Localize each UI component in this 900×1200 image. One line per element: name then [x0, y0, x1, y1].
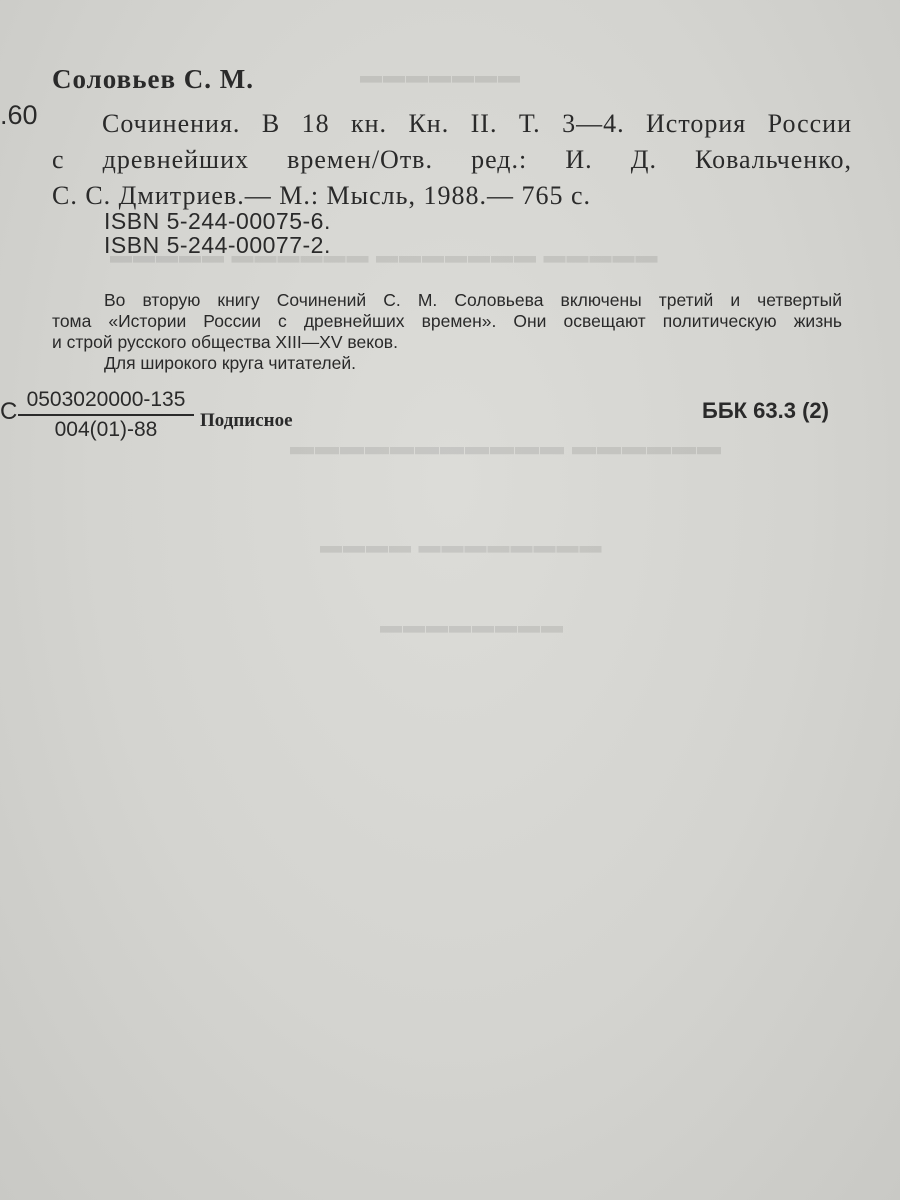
isbn-line: ISBN 5-244-00075-6.: [104, 208, 331, 234]
author-heading: Соловьев С. М.: [52, 64, 255, 94]
annotation-line: Для широкого круга читателей.: [104, 353, 357, 373]
bleed-through-decoration: ▬▬▬▬▬ ▬▬▬▬▬▬ ▬▬▬▬▬▬▬ ▬▬▬▬▬: [110, 251, 659, 276]
bbk-code: ББК 63.3 (2): [702, 398, 829, 423]
title-line: с древнейших времен/Отв. ред.: И. Д. Ковальченко,: [52, 145, 852, 174]
isbn-line: ISBN 5-244-00077-2.: [104, 232, 331, 258]
code-prefix: С: [0, 398, 18, 425]
annotation-line: и строй русского общества XIII—XV веков.: [52, 332, 398, 352]
annotation-line: тома «Истории России с древнейших времен». Они освещают политическую жизнь: [52, 311, 842, 331]
publication-code-fraction: [18, 388, 194, 442]
title-line: С. С. Дмитриев.— М.: Мысль, 1988.— 765 с.: [52, 181, 592, 210]
bleed-through-decoration: ▬▬▬▬▬▬▬▬▬▬▬ ▬▬▬▬▬▬: [290, 441, 722, 467]
subscription-label: Подписное: [200, 410, 293, 431]
call-number: .60: [0, 100, 38, 130]
bleed-through-decoration: ▬▬▬▬▬▬▬▬: [380, 621, 564, 646]
fraction-numerator: 0503020000-135: [18, 388, 194, 416]
bleed-through-decoration: ▬▬▬▬ ▬▬▬▬▬▬▬▬: [320, 541, 603, 566]
annotation-line: Во вторую книгу Сочинений С. М. Соловьева включены третий и четвертый: [104, 290, 842, 310]
bibliographic-description: [52, 106, 852, 214]
fraction-denominator: 004(01)-88: [54, 418, 158, 441]
title-line: Сочинения. В 18 кн. Кн. II. Т. 3—4. История России: [102, 109, 852, 138]
annotation: [52, 290, 842, 374]
bleed-through-decoration: ▬▬▬▬▬▬▬: [360, 71, 521, 96]
